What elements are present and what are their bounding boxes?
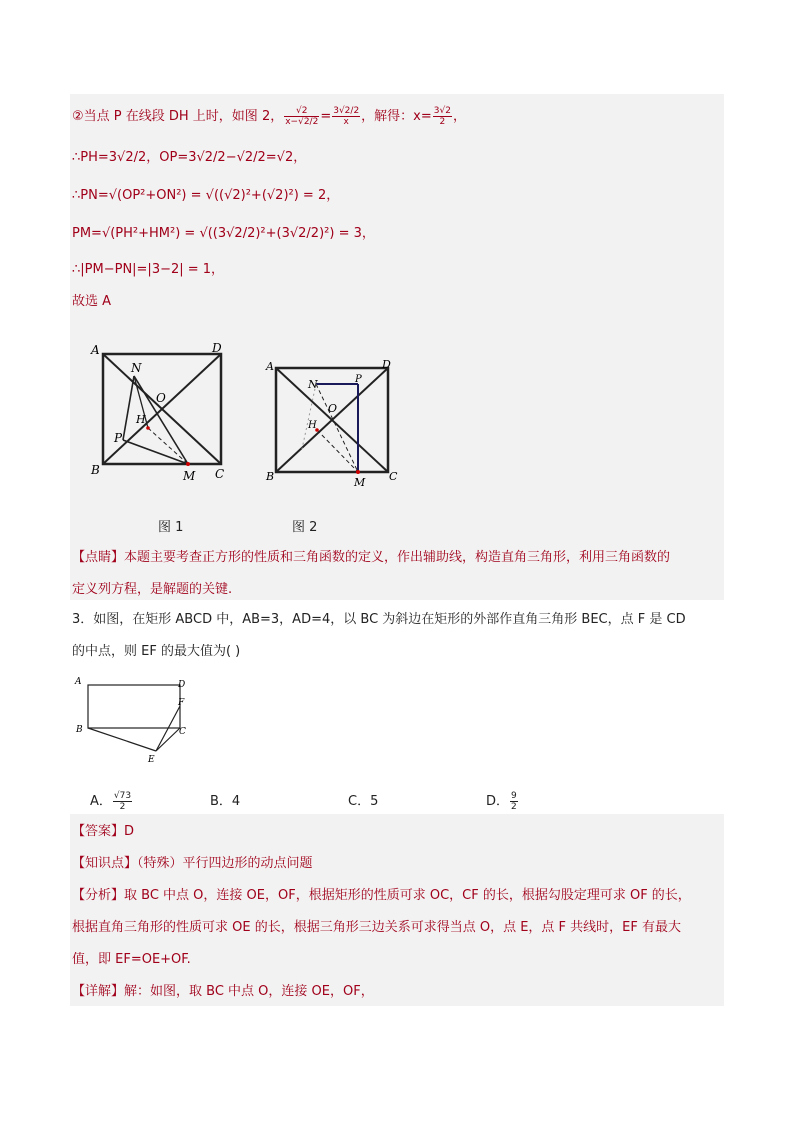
solve-text: ，解得：x= — [361, 109, 432, 124]
label-M-2: M — [354, 476, 366, 489]
question-3-stem-1: 3．如图，在矩形 ABCD 中，AB=3，AD=4，以 BC 为斜边在矩形的外部作直角三角形 BEC，点 F 是 CD — [72, 612, 686, 627]
label-P: P — [114, 431, 123, 445]
label-O: O — [156, 391, 166, 405]
label-B-2: B — [266, 470, 275, 483]
label-H: H — [136, 413, 146, 426]
label-B: B — [91, 463, 100, 477]
option-a[interactable]: A． $\frac{√73}{2}$ — [90, 791, 132, 812]
knowledge-point-line: 【知识点】（特殊）平行四边形的动点问题 — [72, 856, 313, 871]
fraction-2: $\frac{3√2/2}{x}$ — [333, 106, 360, 127]
option-b[interactable]: B．4 — [210, 794, 241, 809]
q3-label-E: E — [148, 755, 155, 765]
label-N-2: N — [308, 378, 318, 391]
solution-line-3: ∴PN=√(OP²+ON²) = √((√2)²+(√2)²) = 2， — [72, 188, 340, 203]
solution-line-6: 故选 A — [72, 294, 112, 309]
case-2-intro: ②当点 P 在线段 DH 上时，如图 2， — [72, 109, 284, 124]
q3-label-F: F — [178, 698, 185, 708]
comment-line-2: 定义列方程，是解题的关键. — [72, 582, 233, 597]
answer-line: 【答案】D — [72, 824, 135, 839]
label-A-2: A — [266, 360, 274, 373]
figure-2-caption: 图 2 — [292, 520, 318, 535]
label-D: D — [212, 341, 222, 355]
q3-label-A: A — [75, 677, 82, 687]
analysis-line-3: 值，即 EF=OE+OF. — [72, 952, 191, 967]
label-C: C — [215, 467, 225, 481]
question-3-figure — [72, 674, 192, 766]
solution-line-5: ∴|PM−PN|=|3−2| = 1， — [72, 262, 225, 277]
answer-fraction: $\frac{3√2}{2}$ — [433, 106, 451, 127]
q3-label-D: D — [178, 680, 186, 690]
solution-line-4: PM=√(PH²+HM²) = √((3√2/2)²+(3√2/2)²) = 3， — [72, 226, 375, 241]
question-3-stem-2: 的中点，则 EF 的最大值为( ) — [72, 644, 241, 659]
option-c[interactable]: C．5 — [348, 794, 379, 809]
figure-1-caption: 图 1 — [158, 520, 184, 535]
label-M: M — [183, 469, 196, 483]
label-P-2: P — [355, 374, 362, 385]
detail-line: 【详解】解：如图，取 BC 中点 O，连接 OE，OF， — [72, 984, 374, 999]
label-H-2: H — [308, 420, 317, 431]
analysis-line-2: 根据直角三角形的性质可求 OE 的长，根据三角形三边关系可求得当点 O，点 E，点 F 共线时，EF 有最大 — [72, 920, 681, 935]
label-A: A — [91, 343, 100, 357]
figure-1 — [88, 340, 238, 490]
label-C-2: C — [389, 470, 398, 483]
analysis-line-1: 【分析】取 BC 中点 O，连接 OE，OF，根据矩形的性质可求 OC，CF 的长，根据勾股定理可求 OF 的长， — [72, 888, 691, 903]
option-d[interactable]: D． $\frac{9}{2}$ — [486, 791, 517, 812]
solution-line-1: ②当点 P 在线段 DH 上时，如图 2， $\frac{√2}{x-√2/2}$ = $\frac{3√2/2}{x}$ ，解得：x= $\frac{3√2}{2}$ ， — [72, 106, 466, 127]
figure-2 — [262, 354, 412, 494]
solution-line-2: ∴PH=3√2/2，OP=3√2/2−√2/2=√2， — [72, 150, 307, 165]
fraction-1: $\frac{√2}{x-√2/2}$ — [285, 106, 319, 127]
q3-label-B: B — [76, 725, 83, 735]
label-N: N — [131, 361, 142, 375]
answer-background — [70, 814, 724, 1006]
comment-line-1: 【点睛】本题主要考查正方形的性质和三角函数的定义，作出辅助线，构造直角三角形，利用三角函数的 — [72, 550, 671, 565]
q3-label-C: C — [179, 727, 186, 737]
label-D-2: D — [382, 358, 391, 371]
label-O-2: O — [328, 402, 338, 415]
